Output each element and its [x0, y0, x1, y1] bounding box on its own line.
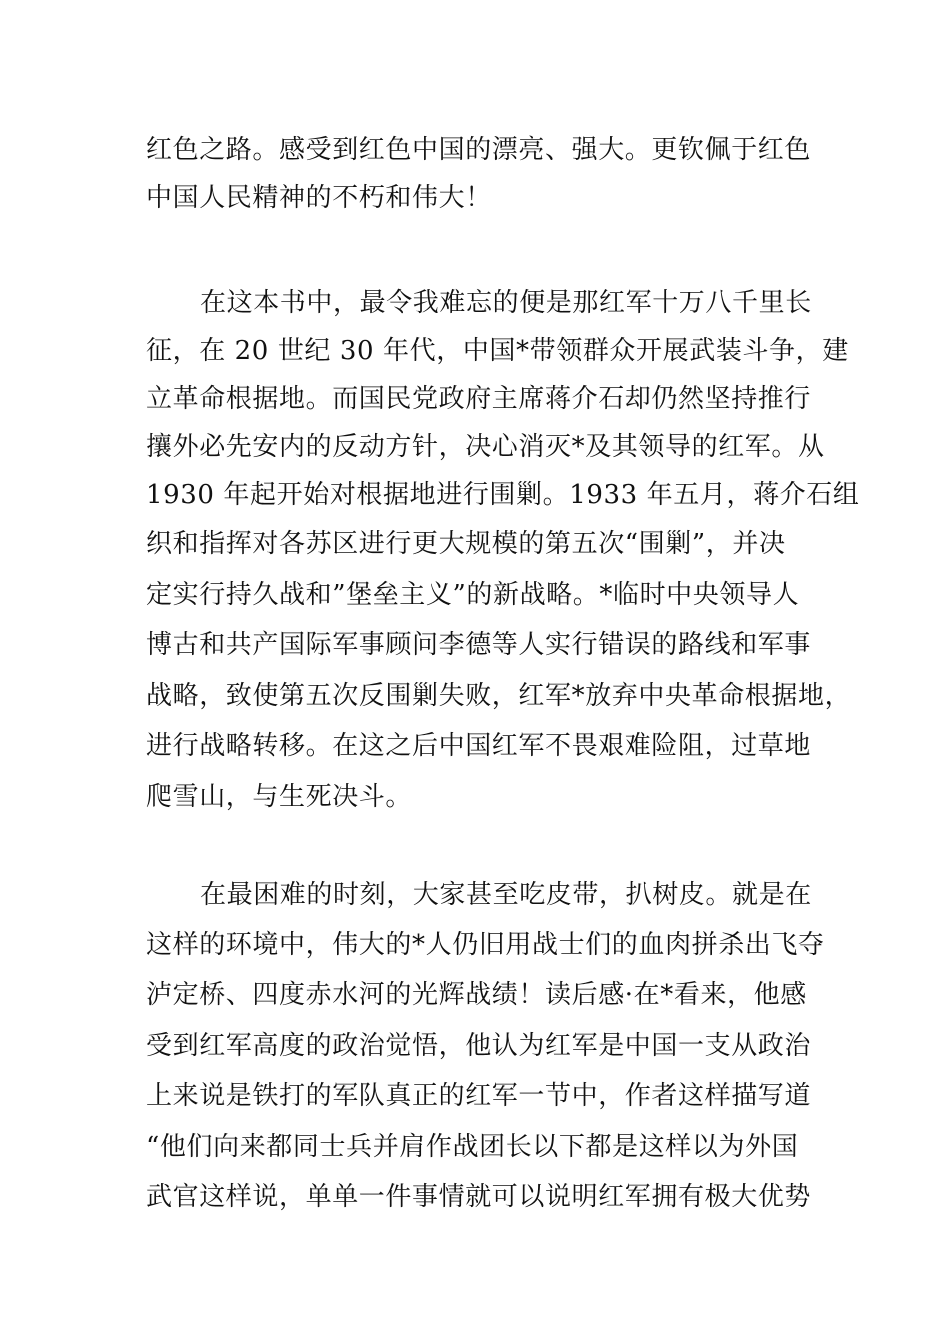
text-line: 征，在 20 世纪 30 年代，中国*带领群众开展武装斗争，建 — [146, 336, 849, 366]
text-line: 上来说是铁打的军队真正的红军一节中，作者这样描写道 — [146, 1081, 812, 1111]
text-line: 爬雪山，与生死决斗。 — [146, 782, 413, 812]
text-line: 进行战略转移。在这之后中国红军不畏艰难险阻，过草地 — [146, 731, 812, 761]
text-line: 红色之路。感受到红色中国的漂亮、强大。更钦佩于红色 — [146, 135, 812, 165]
text-line: 这样的环境中，伟大的*人仍旧用战士们的血肉拼杀出飞夺 — [146, 930, 825, 960]
text-line: “他们向来都同士兵并肩作战团长以下都是这样以为外国 — [146, 1132, 799, 1162]
text-line: 博古和共产国际军事顾问李德等人实行错误的路线和军事 — [146, 630, 812, 660]
text-line: 战略，致使第五次反围剿失败，红军*放弃中央革命根据地， — [146, 681, 852, 711]
paragraph-start-line: 在这本书中，最令我难忘的便是那红军十万八千里长 — [200, 288, 812, 318]
text-line: 泸定桥、四度赤水河的光辉战绩！读后感·在*看来，他感 — [146, 980, 807, 1010]
text-line: 1930 年起开始对根据地进行围剿。1933 年五月，蒋介石组 — [146, 480, 860, 510]
text-line: 武官这样说，单单一件事情就可以说明红军拥有极大优势 — [146, 1182, 812, 1212]
text-line: 立革命根据地。而国民党政府主席蒋介石却仍然坚持推行 — [146, 384, 812, 414]
text-line: 受到红军高度的政治觉悟，他认为红军是中国一支从政治 — [146, 1031, 812, 1061]
text-line: 织和指挥对各苏区进行更大规模的第五次“围剿”，并决 — [146, 529, 786, 559]
paragraph-start-line: 在最困难的时刻，大家甚至吃皮带，扒树皮。就是在 — [200, 880, 812, 910]
text-line: 中国人民精神的不朽和伟大！ — [146, 183, 492, 213]
text-line: 定实行持久战和”堡垒主义”的新战略。*临时中央领导人 — [146, 580, 800, 610]
text-line: 攘外必先安内的反动方针，决心消灭*及其领导的红军。从 — [146, 432, 825, 462]
